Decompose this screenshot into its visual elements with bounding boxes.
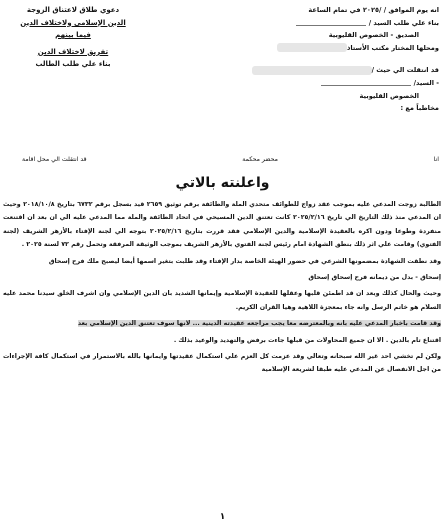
- redaction-scribble: [296, 19, 366, 26]
- redaction-smudge: [252, 66, 372, 75]
- bailiff-label: انا: [433, 156, 439, 163]
- body-paragraph-highlighted: وقد قامت باخبار المدعي عليه بانه وبالمعترضه معا يجب مراجعه عقيدته الدينية ... لانها سوف تعتنق الدين الإسلامي بعد: [77, 320, 441, 328]
- bailiff-line: [22, 156, 439, 163]
- section-heading: واعلنته بالاتي: [175, 175, 270, 191]
- redaction-smudge: [277, 43, 347, 52]
- case-title-line-1: دعوي طلاق لاعتناق الزوجة: [26, 6, 120, 14]
- header-date-line: انه يوم الموافق / /٢٠٢٥ في تمام الساعة: [308, 6, 439, 14]
- case-title-line-2: الدين الإسلامي ولاختلاف الدين: [20, 18, 126, 27]
- body-paragraph: الطالبة زوجت المدعي عليه بموجب عقد زواج للطوائف متحدي الملة والطائفة برقم توثيق ٢٦٥٩ قيد بسجل برقم ٦٧٣٢ بتاريخ ٢٠١٨/١٠/٨ وحيث ان المدعي منذ ذلك التاريخ الي تاريخ ٢٠٢٥/٢/١٦ كانت تعتنق الدين المسيحي في اتحاد الطائفة والملة مما المدعي عليه الي ان بعد ان اقتنعت منفردة وطوعا ودون اكره بالعقيدة الإسلامية والدين الإسلامي فقد قررت بتاريخ ٢٠٢٥/٢/١٦ بتوجه الي لجنة الإفتاء بالأزهر الشريف (لجنة الفتوي) وقامت علي اثر ذلك بنطق الشهادة امام رئيس لجنة الفتوي بالأزهر الشريف بموجب الوثيقة المرفقة وتحمل رقم ٧٢ لسنة ٢٠٢٥ .: [3, 201, 441, 249]
- court-bailiff-label: محضر محكمة: [242, 156, 278, 163]
- page-number: ١: [219, 512, 226, 522]
- body-paragraph: وقد نطقت الشهادة بمضمونها الشرعي في حضور الهيئة الخاصة بدار الإفتاء وقد طلبت بتغير اسمها أيضا ليصبح ملك فرح إسحاق: [48, 257, 441, 265]
- header-defendant-address: الخصوص القليوبية: [359, 91, 419, 100]
- header-addressed-with: مخاطباً مع :: [400, 104, 439, 113]
- header-lawyer-line: ومحلها المختار مكتب الأستاذ: [189, 42, 439, 55]
- header-moved-line: قد انتقلت الي حيث /: [189, 64, 439, 77]
- body-paragraph: اقتناع تام بالدين . الا ان جميع المحاولات من قبلها جاءت برفض والتهديد والوعيد بذلك .: [173, 336, 441, 344]
- case-title-line-4: تفريق لاختلاف الدين: [37, 47, 109, 56]
- body-paragraph: ولكن لم تخشي احد غير الله سبحانه وتعالي وقد عزمت كل العزم علي استكمال عقيدتها وايمانها بالله بالاستمرار في استكمال كافة الإجراءات من اجل الانفصال عن المدعي عليه طبقا لشريعة الإسلامية: [3, 353, 441, 374]
- header-defendant-line: - السيد/: [189, 77, 439, 90]
- case-title-line-3: فيما بينهم: [55, 31, 91, 40]
- moved-to-residence-label: قد انتقلت الي محل اقامة: [22, 156, 87, 163]
- case-title-block: [10, 4, 136, 71]
- case-title-line-5: بناء علي طلب الطالب: [35, 60, 111, 69]
- header-address-line: الصديق - الخصوص القليوبية: [328, 31, 419, 40]
- document-body: [3, 198, 441, 380]
- header-requester-line: بناء علي طلب السيد /: [189, 17, 439, 30]
- body-paragraph: وحيث والحال كذلك وبعد ان قد اطمئن قلبها وعقلها للعقيدة الإسلامية وإيمانها الشديد بان الدين الإسلامي وان اشرف الخلق سيدنا محمد عليه السلام هو خاتم الرسل وانه جاء بمعجزة اللاهية وهيا القران الكريم.: [3, 290, 441, 311]
- redaction-scribble: [321, 79, 411, 86]
- header-right-block: [189, 4, 439, 115]
- body-paragraph: إسحاق - بدل من ديمانه فرح إسحاق إسحاق: [308, 274, 441, 282]
